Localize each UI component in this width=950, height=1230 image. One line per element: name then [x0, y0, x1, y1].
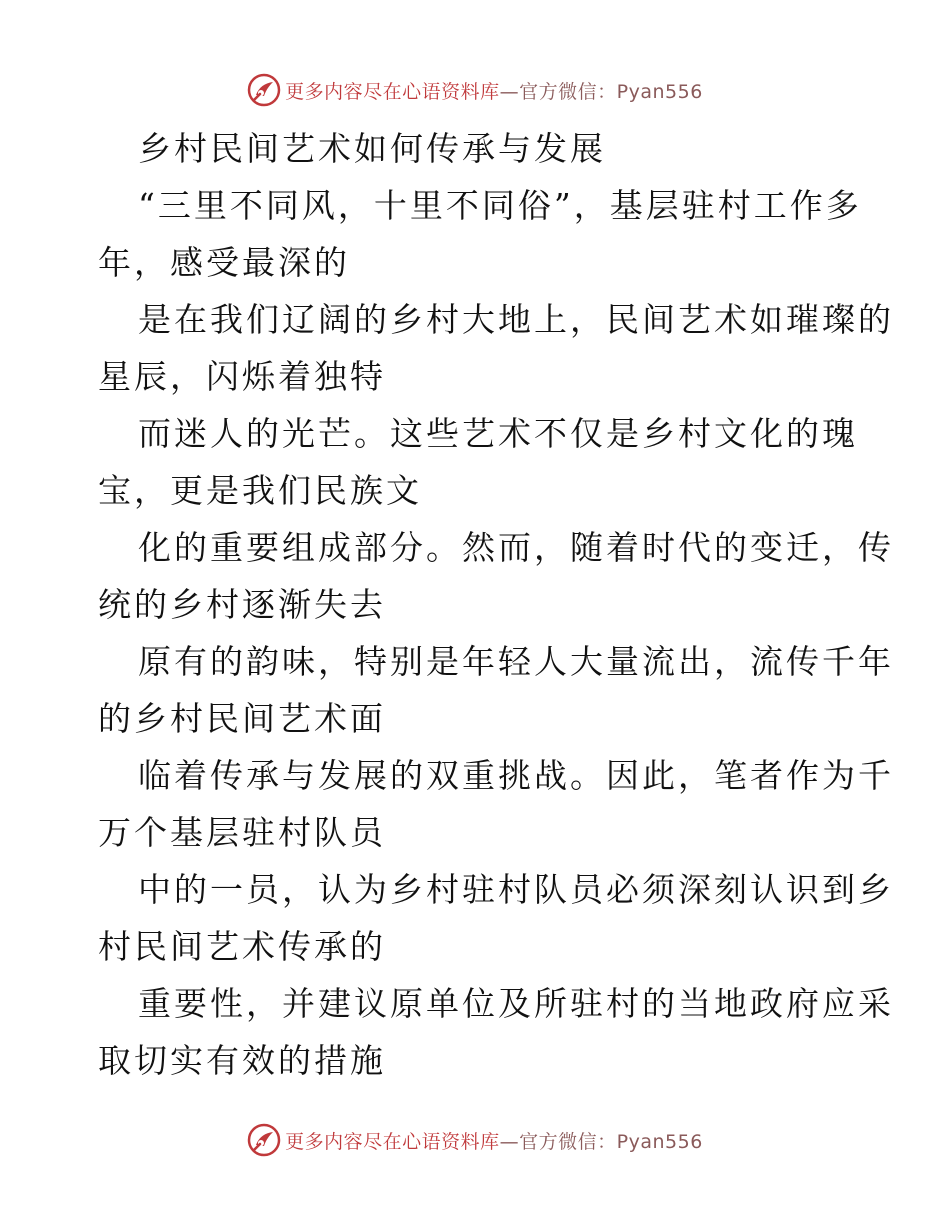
- paragraph-line: 临着传承与发展的双重挑战。因此，笔者作为千: [138, 756, 894, 795]
- paragraph-line: 化的重要组成部分。然而，随着时代的变迁，传: [138, 528, 894, 567]
- paragraph-line: 是在我们辽阔的乡村大地上，民间艺术如璀璨的: [138, 300, 894, 339]
- hand-seal-icon: [247, 73, 281, 107]
- banner-contact-text: 官方微信：Pyan556: [519, 1130, 703, 1153]
- paragraph-line: 万个基层驻村队员: [98, 813, 386, 852]
- paragraph: [98, 291, 894, 405]
- banner-main-text: 更多内容尽在心语资料库: [285, 80, 500, 103]
- paragraph-line: 重要性，并建议原单位及所驻村的当地政府应采: [138, 984, 894, 1023]
- paragraph: [98, 861, 894, 975]
- paragraph-line: 而迷人的光芒。这些艺术不仅是乡村文化的瑰: [138, 414, 858, 453]
- document-body: [98, 120, 894, 1089]
- paragraph-line: 取切实有效的措施: [98, 1041, 386, 1080]
- paragraph: [98, 519, 894, 633]
- paragraph: [98, 177, 862, 291]
- hand-seal-icon: [247, 1123, 281, 1157]
- paragraph-line: 统的乡村逐渐失去: [98, 585, 386, 624]
- document-title: 乡村民间艺术如何传承与发展: [138, 129, 606, 168]
- paragraph-line: 的乡村民间艺术面: [98, 699, 386, 738]
- banner-contact-text: 官方微信：Pyan556: [519, 80, 703, 103]
- paragraph-line: 宝，更是我们民族文: [98, 471, 422, 510]
- banner-text: [285, 1127, 703, 1154]
- paragraph: [98, 405, 858, 519]
- paragraph: [98, 633, 894, 747]
- paragraph-line: “三里不同风，十里不同俗”，基层驻村工作多: [138, 186, 862, 225]
- paragraph: [98, 747, 894, 861]
- banner-dash: —: [499, 80, 520, 103]
- paragraph-line: 星辰，闪烁着独特: [98, 357, 386, 396]
- paragraph-line: 中的一员，认为乡村驻村队员必须深刻认识到乡: [138, 870, 894, 909]
- paragraph: [98, 975, 894, 1089]
- header-banner: [0, 70, 950, 110]
- paragraph-line: 村民间艺术传承的: [98, 927, 386, 966]
- banner-main-text: 更多内容尽在心语资料库: [285, 1130, 500, 1153]
- paragraph-line: 原有的韵味，特别是年轻人大量流出，流传千年: [138, 642, 894, 681]
- banner-text: [285, 77, 703, 104]
- footer-banner: [0, 1120, 950, 1160]
- paragraph-line: 年，感受最深的: [98, 243, 350, 282]
- banner-dash: —: [499, 1130, 520, 1153]
